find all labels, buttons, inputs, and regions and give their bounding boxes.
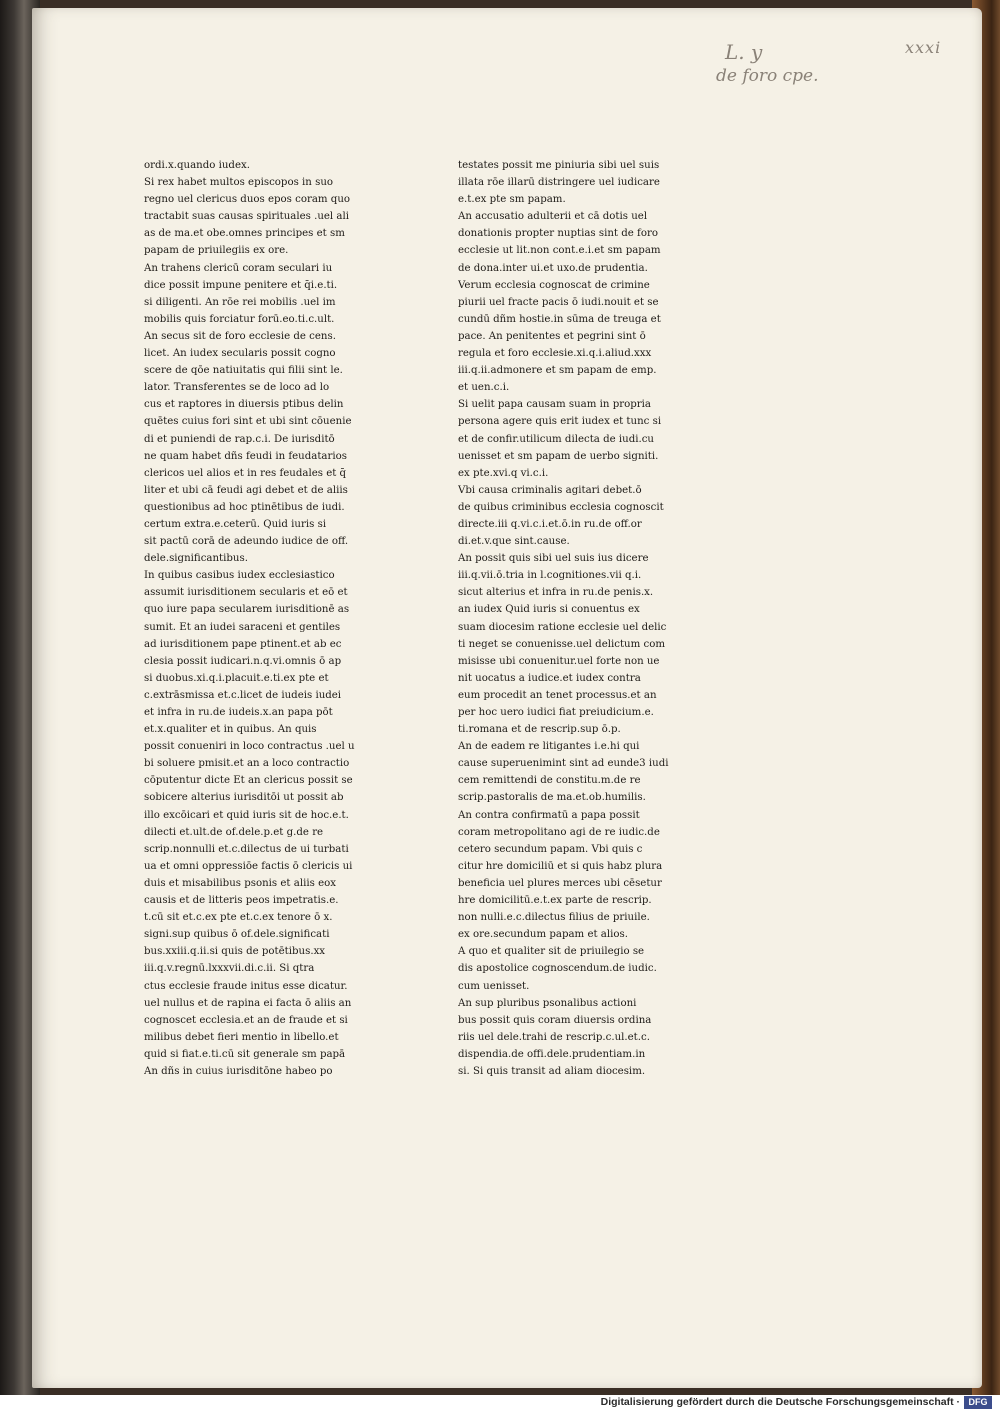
text-line: cem remittendi de constitu.m.de re	[458, 775, 641, 787]
text-line: per hoc uero iudici fiat preiudicium.e.	[458, 707, 654, 718]
text-line: nit uocatus a iudice.et iudex contra	[458, 672, 641, 684]
folio-number: xxxi	[905, 38, 942, 57]
text-line: suam diocesim ratione ecclesie uel delic	[458, 621, 667, 633]
text-line: iii.q.vii.ō.tria in l.cognitiones.vii q.i.	[458, 570, 642, 582]
text-line: uel nullus et de rapina ei facta ō aliis an	[144, 997, 352, 1009]
text-line: e.t.ex pte sm papam.	[458, 194, 566, 206]
text-line: et infra in ru.de iudeis.x.an papa pōt	[144, 707, 333, 718]
text-line: bus possit quis coram diuersis ordina	[458, 1014, 652, 1026]
text-line: duis et misabilibus psonis et aliis eox	[144, 877, 336, 889]
text-line: ex ore.secundum papam et alios.	[458, 929, 628, 941]
text-line: et de confir.utilicum dilecta de iudi.cu	[458, 433, 654, 445]
text-line: milibus debet fieri mentio in libello.et	[144, 1031, 339, 1043]
text-line: dilecti et.ult.de of.dele.p.et g.de re	[144, 826, 324, 838]
text-line: bus.xxiii.q.ii.si quis de potētibus.xx	[144, 946, 326, 958]
text-line: cause superuenimint sint ad eunde3 iudi	[458, 758, 669, 770]
text-line: dele.significantibus.	[144, 553, 248, 565]
text-line: quētes cuius fori sint et ubi sint cōuenie	[144, 416, 352, 428]
text-line: possit conueniri in loco contractus .uel u	[144, 741, 355, 753]
book-page	[32, 8, 982, 1388]
text-line: In quibus casibus iudex ecclesiastico	[144, 570, 335, 582]
text-column-right	[458, 157, 720, 1080]
text-column-left	[144, 157, 406, 1080]
text-line: questionibus ad hoc ptinētibus de iudi.	[144, 501, 345, 513]
text-line: de quibus criminibus ecclesia cognoscit	[458, 501, 664, 513]
text-line: Si uelit papa causam suam in propria	[458, 399, 651, 411]
text-line: si diligenti. An rōe rei mobilis .uel im	[144, 296, 336, 308]
text-line: scere de qōe natiuitatis qui filii sint le.	[144, 365, 343, 377]
text-line: cognoscet ecclesia.et an de fraude et si	[144, 1014, 348, 1026]
text-line: An possit quis sibi uel suis ius dicere	[458, 553, 649, 565]
text-line: et uen.c.i.	[458, 382, 510, 394]
text-line: lator. Transferentes se de loco ad lo	[144, 382, 330, 394]
text-line: eum procedit an tenet processus.et an	[458, 689, 657, 701]
text-line: an iudex Quid iuris si conuentus ex	[458, 604, 640, 616]
text-line: dispendia.de offi.dele.prudentiam.in	[458, 1048, 646, 1060]
text-line: certum extra.e.ceterū. Quid iuris si	[144, 518, 327, 530]
text-line: Vbi causa criminalis agitari debet.ō	[458, 484, 642, 496]
footer-bar	[0, 1395, 1000, 1411]
text-line: sobicere alterius iurisditōi ut possit ab	[144, 792, 344, 804]
text-line: quo iure papa secularem iurisditionē as	[144, 604, 350, 616]
text-line: cus et raptores in diuersis ptibus delin	[144, 399, 344, 411]
text-line: non nulli.e.c.dilectus filius de priuile.	[458, 912, 650, 924]
text-line: mobilis quis forciatur forū.eo.ti.c.ult.	[144, 313, 335, 325]
text-line: et.x.qualiter et in quibus. An quis	[144, 724, 317, 736]
text-line: scrip.pastoralis de ma.et.ob.humilis.	[458, 792, 646, 804]
text-line: causis et de litteris peos impetratis.e.	[144, 895, 339, 907]
text-line: riis uel dele.trahi de rescrip.c.ul.et.c.	[458, 1031, 650, 1043]
text-line: signi.sup quibus ō of.dele.significati	[144, 929, 330, 941]
text-line: cum uenisset.	[458, 980, 530, 992]
dfg-logo: DFG	[964, 1396, 992, 1409]
text-line: pace. An penitentes et pegrini sint ō	[458, 330, 646, 342]
text-line: ti.romana et de rescrip.sup ō.p.	[458, 724, 621, 736]
text-line: illo excōicari et quid iuris sit de hoc.e.t.	[144, 809, 349, 821]
text-line: piurii uel fracte pacis ō iudi.nouit et se	[458, 296, 659, 308]
text-line: citur hre domiciliū et si quis habz plura	[458, 860, 663, 872]
text-line: clesia possit iudicari.n.q.vi.omnis ō ap	[144, 655, 342, 667]
text-line: iii.q.ii.admonere et sm papam de emp.	[458, 365, 657, 377]
text-line: ecclesie ut lit.non cont.e.i.et sm papam	[458, 245, 661, 257]
text-line: cōputentur dicte Et an clericus possit se	[144, 775, 353, 787]
text-line: dis apostolice cognoscendum.de iudic.	[458, 963, 657, 975]
text-line: si duobus.xi.q.i.placuit.e.ti.ex pte et	[144, 672, 329, 684]
text-line: iii.q.v.regnū.lxxxvii.di.c.ii. Si qtra	[144, 963, 315, 975]
text-line: ad iurisditionem pape ptinent.et ab ec	[144, 638, 342, 650]
text-line: Verum ecclesia cognoscat de crimine	[458, 279, 650, 291]
text-line: de dona.inter ui.et uxo.de prudentia.	[458, 262, 648, 274]
text-line: as de ma.et obe.omnes principes et sm	[144, 228, 345, 240]
text-line: uenisset et sm papam de uerbo signiti.	[458, 450, 659, 462]
text-line: directe.iii q.vi.c.i.et.ō.in ru.de off.or	[458, 518, 642, 530]
text-line: An dñs in cuius iurisditōne habeo po	[144, 1065, 333, 1077]
text-line: Si rex habet multos episcopos in suo	[144, 177, 334, 189]
manuscript-signature-note: L. y	[725, 40, 763, 64]
text-line: regno uel clericus duos epos coram quo	[144, 194, 351, 206]
text-line: ctus ecclesie fraude initus esse dicatur.	[144, 980, 348, 992]
text-line: An de eadem re litigantes i.e.hi qui	[458, 741, 640, 753]
text-line: beneficia uel plures merces ubi cēsetur	[458, 877, 662, 889]
text-line: An contra confirmatū a papa possit	[458, 809, 640, 821]
text-line: hre domicilitū.e.t.ex parte de rescrip.	[458, 895, 652, 907]
text-line: scrip.nonnulli et.c.dilectus de ui turbati	[144, 843, 349, 855]
text-line: donationis propter nuptias sint de foro	[458, 228, 658, 240]
text-line: sumit. Et an iudei saraceni et gentiles	[144, 621, 341, 633]
text-line: ex pte.xvi.q vi.c.i.	[458, 467, 549, 479]
text-line: An secus sit de foro ecclesie de cens.	[144, 330, 336, 342]
text-line: An sup pluribus psonalibus actioni	[458, 997, 637, 1009]
text-line: quid si fiat.e.ti.cū sit generale sm papā	[144, 1048, 346, 1060]
manuscript-catchword-note: de foro cpe.	[716, 66, 819, 86]
text-line: sicut alterius et infra in ru.de penis.x.	[458, 587, 654, 599]
text-line: si. Si quis transit ad aliam diocesim.	[458, 1065, 646, 1077]
text-line: cetero secundum papam. Vbi quis c	[458, 843, 643, 855]
text-line: An trahens clericū coram seculari iu	[144, 262, 333, 274]
text-line: misisse ubi conuenitur.uel forte non ue	[458, 655, 660, 667]
text-line: c.extrāsmissa et.c.licet de iudeis iudei	[144, 689, 342, 701]
text-line: assumit iurisditionem secularis et eō et	[144, 587, 348, 599]
text-line: licet. An iudex secularis possit cogno	[144, 348, 336, 360]
text-line: clericos uel alios et in res feudales et q̄	[144, 467, 347, 479]
text-line: papam de priuilegiis ex ore.	[144, 245, 289, 257]
text-line: t.cū sit et.c.ex pte et.c.ex tenore ō x.	[144, 912, 333, 924]
text-line: sit pactū corā de adeundo iudice de off.	[144, 536, 349, 548]
text-line: dice possit impune penitere et q̄i.e.ti.	[144, 279, 338, 291]
text-line: A quo et qualiter sit de priuilegio se	[458, 946, 645, 958]
text-line: bi soluere pmisit.et an a loco contractio	[144, 758, 350, 770]
text-line: ti neget se conuenisse.uel delictum com	[458, 638, 666, 650]
text-line: persona agere quis erit iudex et tunc si	[458, 416, 662, 428]
text-line: ne quam habet dñs feudi in feudatarios	[144, 450, 347, 462]
text-line: ua et omni oppressiōe factis ō clericis ui	[144, 860, 353, 872]
text-line: di et puniendi de rap.c.i. De iurisditō	[144, 433, 335, 445]
text-line: coram metropolitano agi de re iudic.de	[458, 826, 660, 838]
funding-credit: Digitalisierung gefördert durch die Deutsche Forschungsgemeinschaft ·	[600, 1396, 960, 1408]
text-line: di.et.v.que sint.cause.	[458, 536, 570, 548]
text-line: cundū dñm hostie.in sūma de treuga et	[458, 313, 661, 325]
text-line: testates possit me piniuria sibi uel suis	[458, 160, 660, 171]
text-line: regula et foro ecclesie.xi.q.i.aliud.xxx	[458, 348, 652, 360]
text-line: tractabit suas causas spirituales .uel ali	[144, 211, 349, 223]
text-line: An accusatio adulterii et cā dotis uel	[458, 211, 648, 223]
text-line: ordi.x.quando iudex.	[144, 160, 250, 171]
text-line: illata rōe illarū distringere uel iudicare	[458, 177, 660, 189]
text-line: liter et ubi cā feudi agi debet et de aliis	[144, 484, 348, 496]
